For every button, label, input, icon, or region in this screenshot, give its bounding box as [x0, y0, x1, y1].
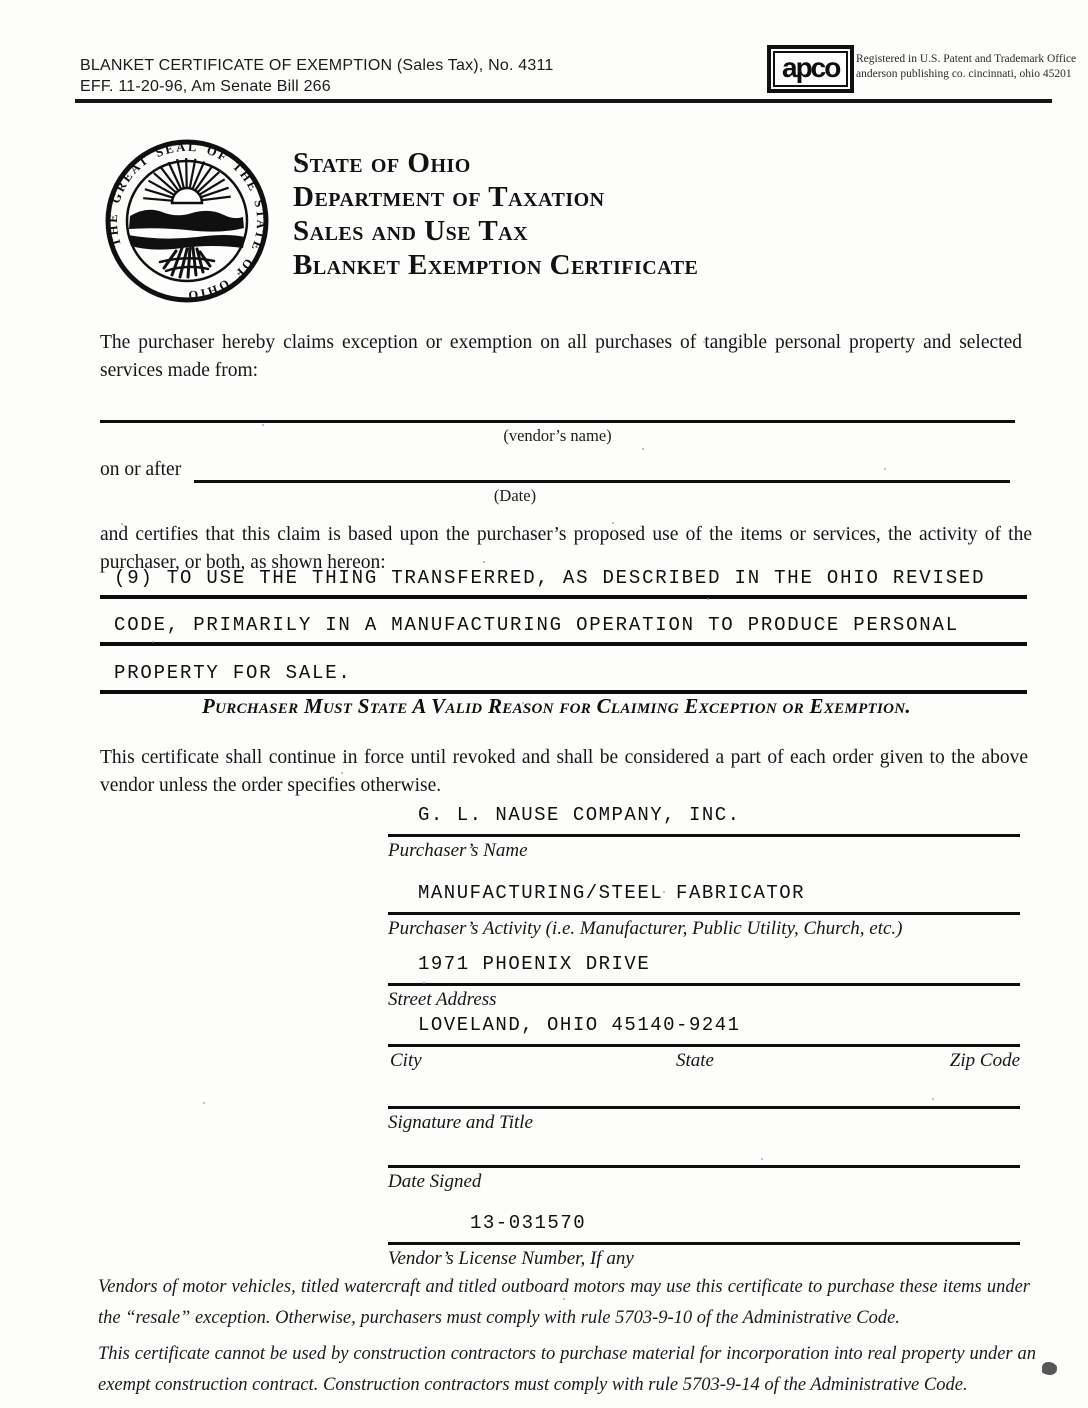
- vendor-license-value: 13-031570: [388, 1212, 1020, 1245]
- apco-logo-text: apco: [773, 51, 848, 87]
- street-address-label: Street Address: [388, 989, 497, 1010]
- title-state: State of Ohio: [293, 147, 471, 179]
- publisher-registration-line: Registered in U.S. Patent and Trademark Office: [856, 53, 1077, 65]
- reason-line-2: CODE, PRIMARILY IN A MANUFACTURING OPERATION TO PRODUCE PERSONAL: [100, 614, 1027, 646]
- ohio-state-seal-icon: [102, 136, 272, 306]
- signature-title-field: [388, 1076, 1020, 1134]
- purchaser-activity-field: [388, 882, 1020, 940]
- intro-paragraph: The purchaser hereby claims exception or exemption on all purchases of tangible personal property and selected services made from:: [100, 332, 1022, 381]
- purchaser-name-field: [388, 804, 1020, 862]
- form-header: [80, 55, 553, 97]
- publisher-info: [856, 52, 1076, 82]
- date-signed-label: Date Signed: [388, 1171, 482, 1192]
- title-department: Department of Taxation: [293, 181, 605, 213]
- vendor-name-field: [100, 394, 1015, 423]
- signature-title-value: [388, 1076, 1020, 1109]
- vendor-license-field: [388, 1212, 1020, 1270]
- signature-title-label: Signature and Title: [388, 1112, 533, 1133]
- state-label: State: [676, 1050, 714, 1071]
- city-state-zip-field: [388, 1014, 1020, 1071]
- seal-ring-text: THE GREAT SEAL OF THE STATE OF OHIO: [105, 139, 269, 303]
- seal-wheat-sheaf: [160, 248, 214, 277]
- purchaser-activity-label: Purchaser’s Activity (i.e. Manufacturer, Public Utility, Church, etc.): [388, 918, 903, 939]
- seal-rising-sun: [172, 188, 202, 203]
- zip-code-label: Zip Code: [949, 1050, 1020, 1071]
- apco-publisher-logo: [767, 45, 854, 93]
- valid-reason-notice: Purchaser Must State A Valid Reason for Claiming Exception or Exemption.: [202, 694, 911, 718]
- date-signed-field: [388, 1135, 1020, 1193]
- on-or-after-label: on or after: [100, 459, 182, 480]
- purchaser-name-label: Purchaser’s Name: [388, 840, 528, 861]
- vendor-license-label: Vendor’s License Number, If any: [388, 1248, 634, 1269]
- date-caption: (Date): [493, 486, 537, 505]
- city-label: City: [390, 1050, 422, 1071]
- document-title: [293, 146, 698, 282]
- scan-speckles: [0, 0, 2, 2]
- seal-mountains: [129, 210, 244, 232]
- purchaser-name-value: G. L. NAUSE COMPANY, INC.: [388, 804, 1020, 837]
- vendor-name-caption: (vendor’s name): [503, 426, 612, 445]
- city-state-zip-labels: [388, 1047, 1020, 1071]
- date-field: [194, 452, 1010, 483]
- date-signed-value: [388, 1135, 1020, 1168]
- scan-smudge: [1042, 1362, 1057, 1375]
- city-state-zip-value: LOVELAND, OHIO 45140-9241: [388, 1014, 1020, 1047]
- header-divider: [75, 99, 1052, 103]
- footnote-construction-contractors: This certificate cannot be used by construction contractors to purchase material for incorporation into real property under an exempt construction contract. Construction contractors must comply with rule 5703-9-14 of the Administrative Code.: [98, 1344, 1036, 1395]
- title-tax-type: Sales and Use Tax: [293, 215, 529, 247]
- street-address-value: 1971 PHOENIX DRIVE: [388, 953, 1020, 986]
- reason-line-1: (9) TO USE THE THING TRANSFERRED, AS DESCRIBED IN THE OHIO REVISED: [100, 567, 1027, 599]
- certifies-paragraph: and certifies that this claim is based upon the purchaser’s proposed use of the items or services, the activity of the purchaser, or both, as shown hereon:: [100, 524, 1032, 573]
- continuation-paragraph: This certificate shall continue in force until revoked and shall be considered a part of each order given to the above vendor unless the order specifies otherwise.: [100, 747, 1028, 796]
- effective-date-line: EFF. 11-20-96, Am Senate Bill 266: [80, 78, 331, 95]
- title-certificate: Blanket Exemption Certificate: [293, 249, 699, 281]
- seal-river-band: [128, 235, 245, 250]
- form-number-line: BLANKET CERTIFICATE OF EXEMPTION (Sales Tax), No. 4311: [80, 57, 554, 74]
- footnote-resale-exception: Vendors of motor vehicles, titled watercraft and titled outboard motors may use this certificate to purchase these items under the “resale” exception. Otherwise, purchasers must comply with rule 5703-9-10 of the Administrative Code.: [98, 1277, 1030, 1328]
- purchaser-activity-value: MANUFACTURING/STEEL FABRICATOR: [388, 882, 1020, 915]
- street-address-field: [388, 953, 1020, 1011]
- publisher-address-line: anderson publishing co. cincinnati, ohio 45201: [856, 68, 1072, 80]
- reason-line-3: PROPERTY FOR SALE.: [100, 662, 1027, 694]
